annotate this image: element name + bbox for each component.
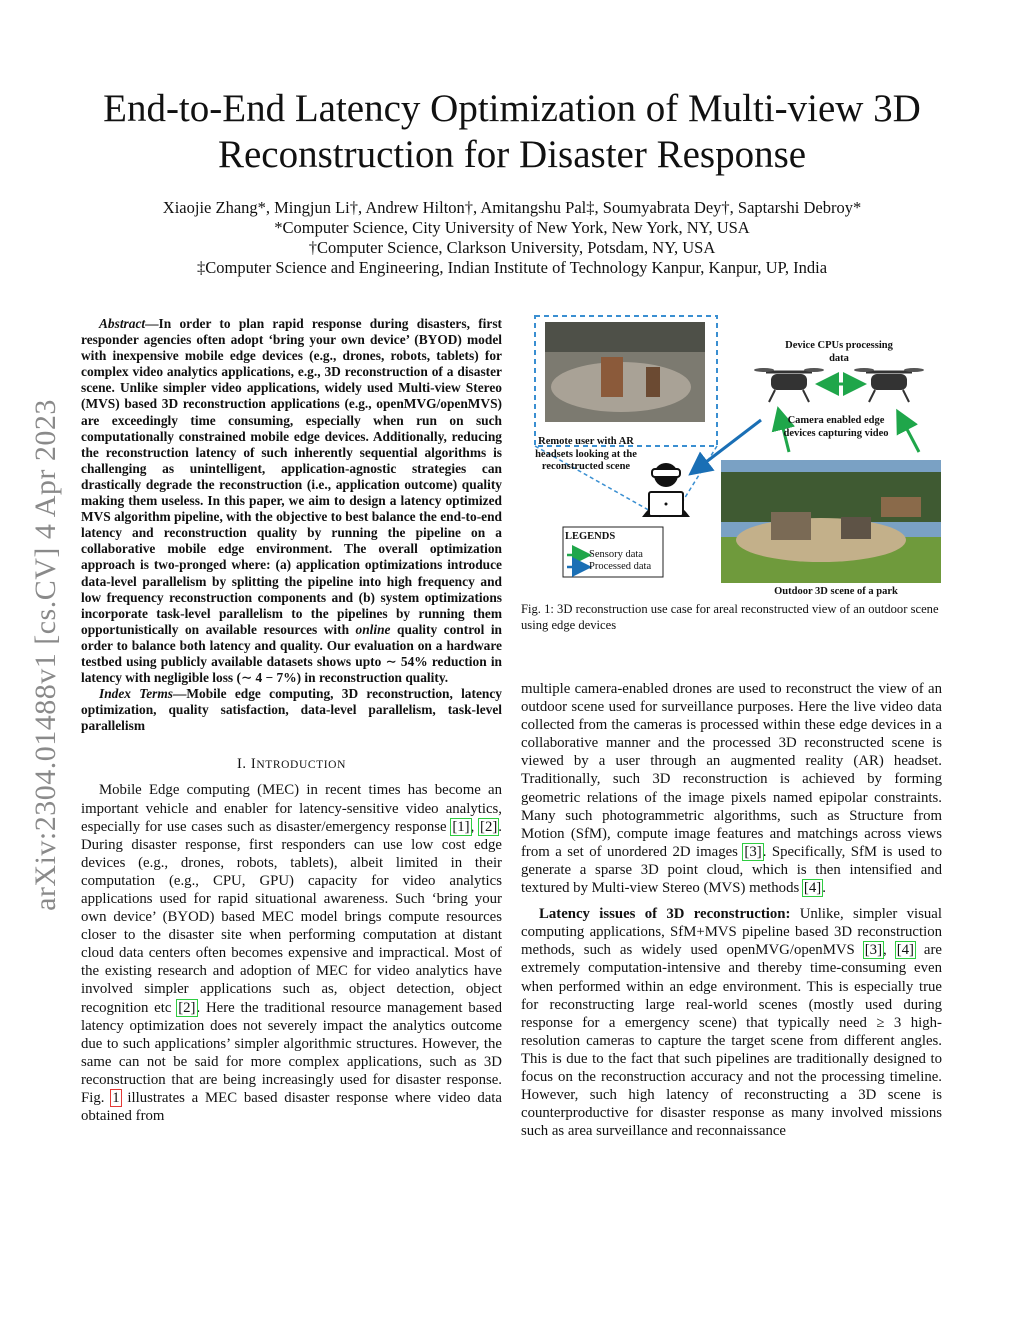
intro-text-d: . Here the traditional resource management based latency optimization does not severely impact the analytics outcome due to such applications’ simpler algorithmic structures. However, the same can not be said for more complex applications, such as 3D reconstruction that are being increasingly used for disaster response. Fig.	[81, 999, 502, 1107]
citation-link[interactable]: [3]	[744, 843, 762, 860]
drone-icon	[854, 368, 924, 402]
paragraph-gap	[521, 897, 942, 905]
ar-user-icon	[642, 463, 690, 517]
index-terms-label: Index Terms	[99, 686, 173, 702]
right-text-a: multiple camera-enabled drones are used to reconstruct the view of an outdoor scene used for surveillance purposes. Here the live video data collected from the cameras is processed within these edge devices in a collaborative manner and the processed 3D reconstructed scene is viewed by a user through an augmented reality (AR) headset. Traditionally, such 3D reconstruction is achieved by forming geometric relations of the image pixels named epipolar constraints. Many such photogrammetric algorithms, such as Structure from Motion (SfM), compute image features and matchings across views from a set of unordered 2D images	[521, 681, 942, 860]
paper-title: End-to-End Latency Optimization of Multi-view 3D Reconstruction for Disaster Response	[103, 87, 921, 176]
intro-text-e: illustrates a MEC based disaster response where video data obtained from	[81, 1090, 502, 1125]
abstract	[81, 316, 502, 686]
abstract-text-1: —In order to plan rapid response during disasters, first responder agencies often adopt ‘bring your own device’ (BYOD) model with inexpensive mobile edge devices (e.g., drones, robots, tablets) for complex video analytics applications, e.g., 3D reconstruction of a disaster scene. Unlike simpler video applications, widely used Multi-view Stereo (MVS) based 3D reconstruction applications (e.g., openMVG/openMVS) are exceedingly time consuming, especially when run on such computationally constrained mobile edge devices. Additionally, reducing the reconstruction latency of such inherently sequential algorithms is challenging as unintelligent, application-agnostic strategies can drastically degrade the reconstruction (i.e., application outcome) quality making them useless. In this paper, we aim to design a latency optimized MVS algorithm pipeline, with the objective to best balance the end-to-end latency and reconstruction quality by running the pipeline on a collaborative mobile edge environment. The overall optimization approach is two-pronged where: (a) application optimizations introduce data-level parallelism by splitting the pipeline into high frequency and low frequency reconstruction components and (b) system optimizations incorporate task-level parallelism to the pipelines by running them opportunistically on available resources with	[81, 316, 502, 637]
right-paragraph-2	[521, 905, 942, 1140]
park-photo	[721, 460, 941, 583]
intro-text-c: . During disaster response, first responders can use low cost edge devices (e.g., drones, robots, tablets), albeit limited in their computation (e.g., CPU, GPU) capacity for video analytics applications used for rapid situational awareness. Such ‘bring your own device’ (BYOD) based MEC model brings compute resources closer to the disaster site when performing computation at distant cloud data centers often becomes expensive and impractical. Most of the existing research and adoption of MEC for video analytics have involved simpler applications such as, object detection, object recognition etc	[81, 818, 502, 1016]
legend-processed: Processed data	[589, 561, 652, 572]
label-camera-devices: Camera enabled edge devices capturing video	[783, 415, 889, 439]
intro-paragraph	[81, 781, 502, 1125]
label-device-cpus: Device CPUs processing data	[785, 340, 893, 364]
scene-structure	[646, 367, 660, 397]
right-text-c: .	[822, 880, 826, 897]
scene-playset	[601, 357, 623, 397]
scene-trees	[545, 322, 705, 352]
label-remote-user: Remote user with AR headsets looking at the reconstructed scene	[535, 436, 637, 472]
figure-1	[521, 312, 942, 602]
index-terms-text: —Mobile edge computing, 3D reconstruction, latency optimization, quality satisfaction, data-level parallelism, task-level parallelism	[81, 686, 502, 734]
citation-link[interactable]: [3]	[864, 942, 883, 959]
citation-link[interactable]: [2]	[178, 999, 196, 1016]
citation-link[interactable]: [4]	[803, 880, 822, 897]
intro-text-a: Mobile Edge computing (MEC) in recent times has become an important vehicle and enabler for latency-sensitive video analytics, especially for use cases such as disaster/emergency response	[81, 782, 502, 835]
legend-sensory: Sensory data	[589, 549, 643, 560]
arxiv-identifier: arXiv:2304.01488v1 [cs.CV] 4 Apr 2023	[29, 399, 62, 911]
section-rest: NTRODUCTION	[256, 759, 346, 772]
affiliation-1: *Computer Science, City University of New York, New York, NY, USA	[274, 218, 750, 237]
section-first-letter: I	[250, 756, 257, 773]
citation-link[interactable]: [4]	[896, 942, 914, 959]
figure-caption: Fig. 1: 3D reconstruction use case for areal reconstructed view of an outdoor scene using edge devices	[521, 602, 939, 632]
author-list: Xiaojie Zhang*, Mingjun Li†, Andrew Hilton†, Amitangshu Pal‡, Soumyabrata Dey†, Saptarshi Debroy*	[162, 198, 862, 217]
left-column	[81, 316, 502, 1125]
intro-text-b: ,	[470, 818, 480, 835]
author-block	[60, 198, 964, 278]
latency-heading: Latency issues of 3D reconstruction:	[539, 906, 791, 923]
abstract-label: Abstract	[99, 316, 146, 331]
right-text-e: ,	[883, 942, 896, 959]
right-column	[521, 680, 942, 1140]
arxiv-sidebar	[16, 345, 76, 965]
affiliation-2: †Computer Science, Clarkson University, Potsdam, NY, USA	[308, 238, 716, 257]
figure-link[interactable]: 1	[112, 1090, 120, 1107]
affiliation-3: ‡Computer Science and Engineering, Indian Institute of Technology Kanpur, Kanpur, UP, India	[196, 258, 828, 277]
right-paragraph-1	[521, 680, 942, 897]
section-number: I.	[237, 756, 251, 773]
section-heading-introduction	[81, 756, 502, 773]
drone-icon	[754, 368, 824, 402]
abstract-online: online	[355, 621, 391, 637]
legend-title: LEGENDS	[565, 531, 616, 542]
right-text-b: . Specifically, SfM is used to generate a sparse 3D point cloud, which is then intensified and textured by Multi-view Stereo (MVS) methods	[521, 843, 942, 897]
citation-link[interactable]: [2]	[480, 818, 498, 835]
right-text-f: are extremely computation-intensive and thereby time-consuming even when performed within an edge environment. This is especially true for reconstructing large real-world scenes (mostly used during response for a emergency scene) that typically need ≥ 3 high-resolution cameras to capture the target scene from different angles. This is due to the fact that such pipelines are traditionally designed to focus on the reconstruction accuracy and not the processing timeline. However, such high latency of reconstructing a 3D scene is counterproductive for disaster response as many involved missions such as area surveillance and reconnaissance	[521, 942, 942, 1140]
label-outdoor-scene: Outdoor 3D scene of a park	[774, 586, 898, 597]
sensory-arrow	[899, 414, 919, 452]
citation-link[interactable]: [1]	[452, 818, 470, 835]
abstract-text-2: quality control in order to balance both latency and quality. Our evaluation on a hardware testbed using publicly available datasets shows upto ∼ 54% reduction in latency with negligible loss (∼ 4 − 7%) in reconstruction quality.	[81, 621, 502, 686]
right-text-d: Unlike, simpler visual computing applications, SfM+MVS pipeline based 3D reconstruction methods, such as widely used openMVG/openMVS	[521, 906, 942, 959]
index-terms	[81, 686, 502, 734]
